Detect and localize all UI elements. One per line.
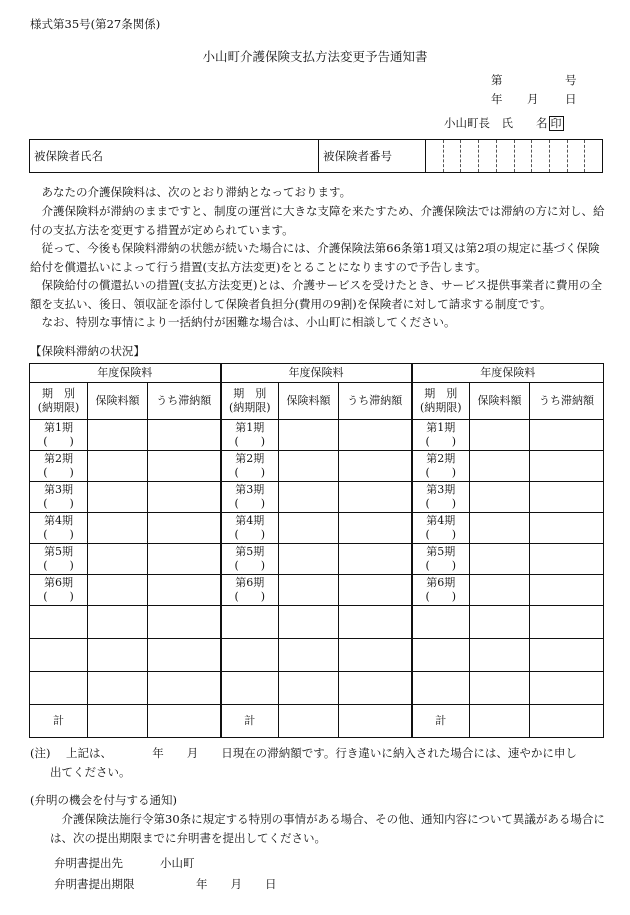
period-cell — [30, 482, 88, 513]
overdue-cell — [339, 544, 412, 575]
period-label: 第2期 — [235, 452, 265, 465]
overdue-cell — [530, 420, 604, 451]
premium-cell — [279, 451, 339, 482]
overdue-cell — [148, 513, 221, 544]
form-number: 様式第35号(第27条関係) — [30, 17, 161, 31]
period-label: 第3期 — [235, 483, 265, 496]
sender-label: 小山町長 氏 名 — [444, 116, 548, 130]
body-paragraph-5: なお、特別な事情により一括納付が困難な場合は、小山町に相談してください。 — [30, 315, 456, 329]
overdue-cell — [339, 575, 412, 606]
group-header: 年度保険料 — [30, 364, 221, 383]
empty-cell — [412, 672, 470, 705]
overdue-cell — [530, 482, 604, 513]
period-due-date: ( ) — [234, 528, 266, 541]
premium-cell — [470, 451, 530, 482]
overdue-cell — [148, 451, 221, 482]
period-label: 第6期 — [235, 576, 265, 589]
premium-cell — [279, 420, 339, 451]
period-cell — [30, 575, 88, 606]
period-label: 第1期 — [235, 421, 265, 434]
period-cell — [30, 451, 88, 482]
period-label: 第1期 — [44, 421, 73, 434]
period-header — [221, 383, 279, 420]
body-paragraph-4: 保険給付の償還払いの措置(支払方法変更)とは、介護サービスを受けたとき、サービス提供事業者に費用の全額を支払い、後日、領収証を添付して保険者負担分(費用の9割)を保険者に対して請求する制度です。 — [30, 278, 603, 311]
period-due-date: ( ) — [43, 497, 74, 510]
body-paragraph-1: あなたの介護保険料は、次のとおり滞納となっております。 — [30, 185, 352, 199]
period-label: 第5期 — [426, 545, 456, 558]
empty-cell — [339, 606, 412, 639]
body-paragraph-3: 従って、今後も保険料滞納の状態が続いた場合には、介護保険法第66条第1項又は第2項の規定に基づく保険給付を償還払いによって行う措置(支払方法変更)をとることになりますので予告します。 — [30, 241, 600, 274]
period-due-date: ( ) — [234, 559, 266, 572]
empty-cell — [148, 672, 221, 705]
empty-cell — [221, 606, 279, 639]
period-due-date: ( ) — [425, 497, 457, 510]
empty-cell — [148, 639, 221, 672]
period-cell — [221, 420, 279, 451]
dest-label: 弁明書提出先 — [54, 856, 123, 870]
doc-number-dai: 第 — [491, 73, 503, 87]
empty-cell — [412, 639, 470, 672]
note-text-1: 上記は、 年 月 日現在の滞納額です。行き違いに納入された場合には、速やかに申し — [66, 746, 577, 760]
period-due-date: ( ) — [425, 590, 457, 603]
total-premium-cell — [470, 705, 530, 738]
period-due-date: ( ) — [425, 559, 457, 572]
premium-cell — [279, 544, 339, 575]
premium-header: 保険料額 — [88, 383, 148, 420]
period-header — [412, 383, 470, 420]
overdue-cell — [148, 420, 221, 451]
period-cell — [221, 451, 279, 482]
arrears-table — [29, 363, 604, 738]
empty-cell — [412, 606, 470, 639]
overdue-cell — [339, 513, 412, 544]
insured-name-label: 被保険者氏名 — [34, 149, 103, 163]
overdue-cell — [339, 451, 412, 482]
deadline-label: 弁明書提出期限 — [54, 877, 135, 891]
empty-cell — [30, 639, 88, 672]
period-cell — [30, 544, 88, 575]
period-header-line2: (納期限) — [228, 401, 271, 414]
empty-cell — [88, 672, 148, 705]
empty-cell — [221, 672, 279, 705]
period-label: 第4期 — [44, 514, 73, 527]
overdue-cell — [530, 575, 604, 606]
period-cell — [412, 482, 470, 513]
date-month: 月 — [527, 92, 539, 106]
empty-cell — [339, 639, 412, 672]
total-label: 計 — [412, 705, 470, 738]
period-label: 第2期 — [426, 452, 456, 465]
empty-cell — [30, 606, 88, 639]
dest-value: 小山町 — [160, 856, 195, 870]
premium-cell — [470, 482, 530, 513]
premium-cell — [470, 513, 530, 544]
overdue-header: うち滞納額 — [530, 383, 604, 420]
period-due-date: ( ) — [43, 435, 74, 448]
total-overdue-cell — [339, 705, 412, 738]
period-cell — [412, 451, 470, 482]
overdue-cell — [148, 482, 221, 513]
total-label: 計 — [221, 705, 279, 738]
empty-cell — [221, 639, 279, 672]
period-header-line2: (納期限) — [37, 401, 80, 414]
period-due-date: ( ) — [234, 497, 266, 510]
period-header-line2: (納期限) — [419, 401, 462, 414]
premium-cell — [279, 513, 339, 544]
total-label: 計 — [30, 705, 88, 738]
insured-info-table — [29, 139, 603, 173]
empty-cell — [530, 606, 604, 639]
group-header: 年度保険料 — [221, 364, 412, 383]
doc-number-go: 号 — [565, 73, 577, 87]
period-cell — [221, 482, 279, 513]
period-due-date: ( ) — [425, 528, 457, 541]
total-overdue-cell — [148, 705, 221, 738]
empty-cell — [148, 606, 221, 639]
period-due-date: ( ) — [43, 466, 74, 479]
period-header-line1: 期 別 — [233, 387, 267, 400]
period-cell — [412, 575, 470, 606]
note-text-2: 出てください。 — [50, 765, 131, 779]
total-premium-cell — [279, 705, 339, 738]
overdue-header: うち滞納額 — [339, 383, 412, 420]
deadline-value: 年 月 日 — [196, 877, 277, 891]
premium-cell — [88, 482, 148, 513]
period-cell — [412, 420, 470, 451]
empty-cell — [88, 606, 148, 639]
period-header-line1: 期 別 — [424, 387, 458, 400]
insured-number-digits — [426, 140, 603, 173]
overdue-cell — [530, 544, 604, 575]
period-due-date: ( ) — [425, 466, 457, 479]
period-due-date: ( ) — [425, 435, 457, 448]
period-due-date: ( ) — [234, 466, 266, 479]
overdue-cell — [339, 482, 412, 513]
status-heading: 【保険料滞納の状況】 — [30, 344, 145, 358]
empty-cell — [530, 672, 604, 705]
premium-header: 保険料額 — [279, 383, 339, 420]
period-due-date: ( ) — [43, 590, 74, 603]
empty-cell — [339, 672, 412, 705]
premium-cell — [470, 575, 530, 606]
date-day: 日 — [565, 92, 577, 106]
period-cell — [412, 544, 470, 575]
premium-cell — [88, 575, 148, 606]
overdue-cell — [339, 420, 412, 451]
period-label: 第5期 — [235, 545, 265, 558]
period-label: 第4期 — [235, 514, 265, 527]
overdue-cell — [148, 575, 221, 606]
period-due-date: ( ) — [43, 559, 74, 572]
total-overdue-cell — [530, 705, 604, 738]
period-label: 第5期 — [44, 545, 73, 558]
premium-cell — [279, 575, 339, 606]
period-cell — [221, 513, 279, 544]
note-label: (注) — [30, 746, 51, 760]
empty-cell — [279, 606, 339, 639]
empty-cell — [30, 672, 88, 705]
notice-heading: (弁明の機会を付与する通知) — [30, 793, 177, 807]
period-due-date: ( ) — [43, 528, 74, 541]
period-label: 第1期 — [426, 421, 456, 434]
insured-number-label: 被保険者番号 — [319, 140, 426, 173]
period-label: 第6期 — [426, 576, 456, 589]
premium-cell — [88, 544, 148, 575]
premium-cell — [470, 420, 530, 451]
period-cell — [221, 575, 279, 606]
body-paragraph-2: 介護保険料が滞納のままですと、制度の運営に大きな支障を来たすため、介護保険法では滞納の方に対し、給付の支払方法を変更する措置が定められています。 — [30, 204, 605, 237]
overdue-cell — [530, 451, 604, 482]
period-due-date: ( ) — [234, 590, 266, 603]
period-header-line1: 期 別 — [42, 387, 75, 400]
document-title: 小山町介護保険支払方法変更予告通知書 — [202, 49, 428, 64]
insured-name-cell — [30, 140, 319, 173]
empty-cell — [470, 606, 530, 639]
period-label: 第3期 — [44, 483, 73, 496]
empty-cell — [470, 639, 530, 672]
overdue-cell — [530, 513, 604, 544]
overdue-cell — [148, 544, 221, 575]
period-cell — [412, 513, 470, 544]
period-due-date: ( ) — [234, 435, 266, 448]
premium-header: 保険料額 — [470, 383, 530, 420]
premium-cell — [470, 544, 530, 575]
empty-cell — [279, 639, 339, 672]
period-label: 第3期 — [426, 483, 456, 496]
period-label: 第2期 — [44, 452, 73, 465]
premium-cell — [88, 451, 148, 482]
group-header: 年度保険料 — [412, 364, 604, 383]
overdue-header: うち滞納額 — [148, 383, 221, 420]
premium-cell — [279, 482, 339, 513]
empty-cell — [470, 672, 530, 705]
empty-cell — [279, 672, 339, 705]
seal-mark: 印 — [550, 117, 562, 130]
period-cell — [30, 513, 88, 544]
date-year: 年 — [491, 92, 503, 106]
period-cell — [30, 420, 88, 451]
period-cell — [221, 544, 279, 575]
notice-body: 介護保険法施行令第30条に規定する特別の事情がある場合、その他、通知内容について異議がある場合には、次の提出期限までに弁明書を提出してください。 — [50, 812, 605, 845]
period-header — [30, 383, 88, 420]
premium-cell — [88, 513, 148, 544]
empty-cell — [88, 639, 148, 672]
period-label: 第6期 — [44, 576, 73, 589]
period-label: 第4期 — [426, 514, 456, 527]
empty-cell — [530, 639, 604, 672]
premium-cell — [88, 420, 148, 451]
sender — [444, 115, 564, 131]
total-premium-cell — [88, 705, 148, 738]
